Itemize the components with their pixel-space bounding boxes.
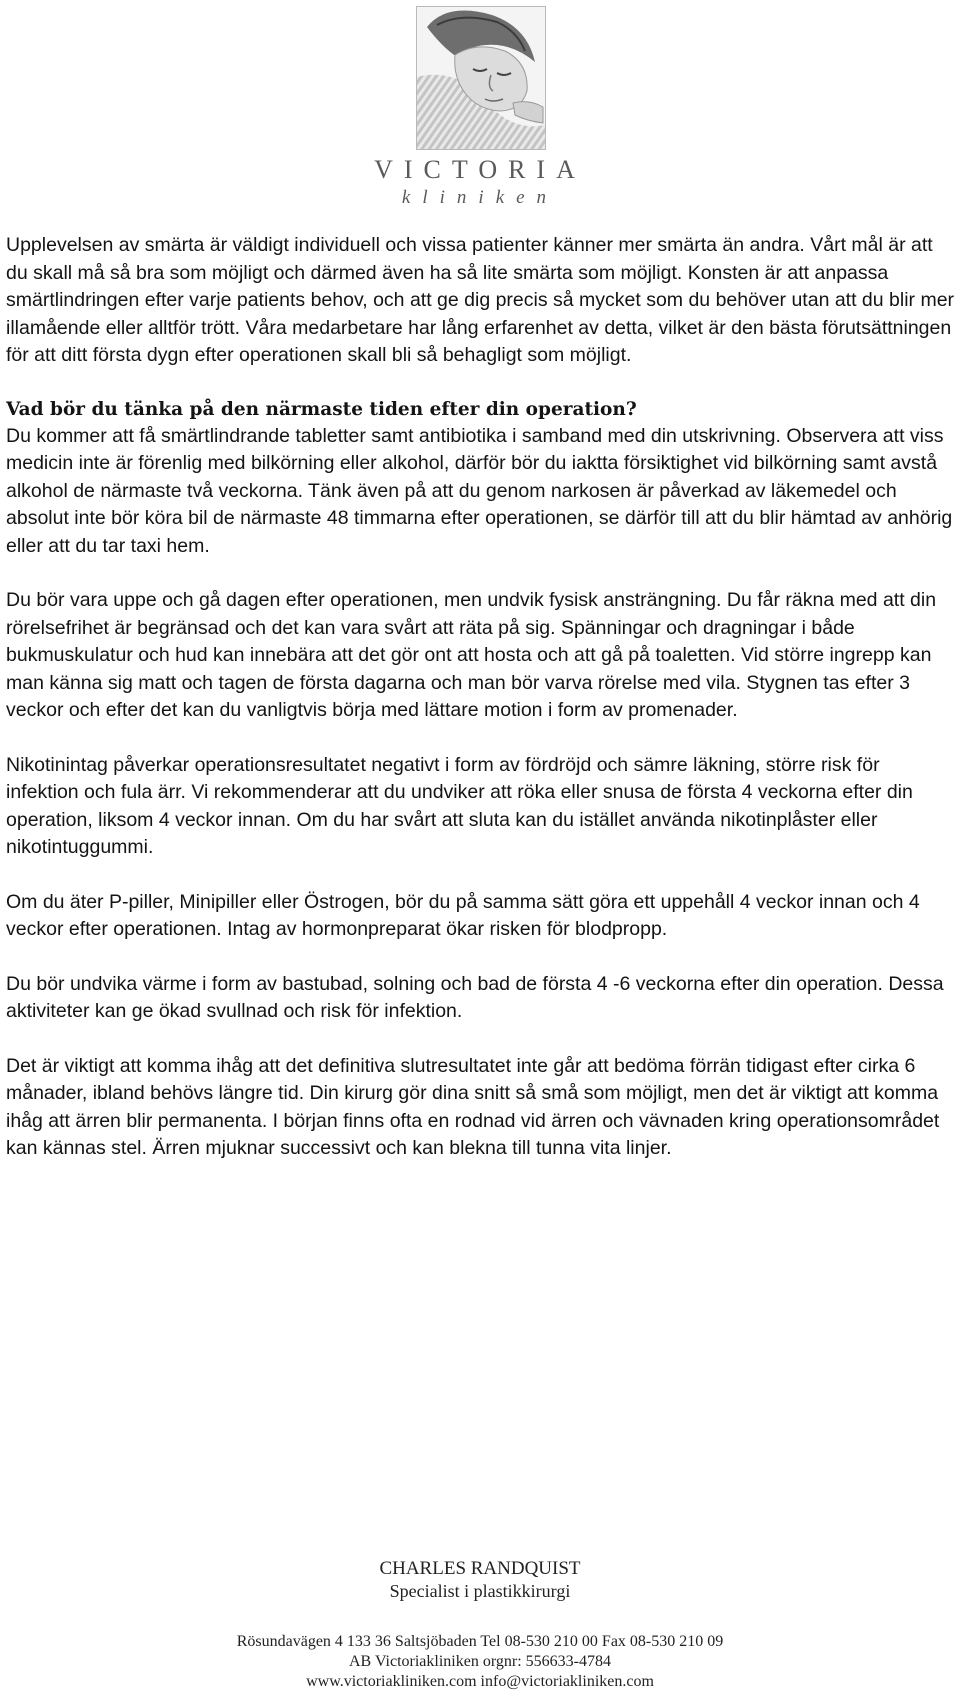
logo-wordmark: VICTORIA xyxy=(374,155,586,184)
paragraph-result: Det är viktigt att komma ihåg att det definitiva slutresultatet inte går att bedöma förrän tidigast efter cirka 6 månader, ibland behövs längre tid. Din kirurg gör dina snitt så små som möjligt, men det är viktigt att komma ihåg att ärren blir permanenta. I början finns ofta en rodnad vid ärren och vävnaden kring operationsområdet kan kännas stel. Ärren mjuknar successivt och kan blekna till tunna vita linjer. xyxy=(6,1054,940,1159)
footer-contact xyxy=(0,1632,960,1692)
paragraph-activity: Du bör vara uppe och gå dagen efter operationen, men undvik fysisk ansträngning. Du får räkna med att din rörelsefrihet är begränsad och det kan vara svårt att räta på sig. Spänningar och dragningar i både bukmuskulatur och hud kan innebära att det gör ont att hosta och att gå på toaletten. Vid större ingrepp kan man känna sig matt och tagen de första dagarna och man bör varva rörelse med vila. Stygnen tas efter 3 veckor och efter det kan du vanligtvis börja med lättare motion i form av promenader. xyxy=(6,589,937,721)
footer-company: AB Victoriakliniken orgnr: 556633-4784 xyxy=(349,1653,611,1670)
paragraph-medication: Du kommer att få smärtlindrande tabletter samt antibiotika i samband med din utskrivning. Observera att viss medicin inte är förenlig med bilkörning eller alkohol, därför bör du iaktta försiktighet vid bilkörning samt avstå alkohol de närmaste två veckorna. Tänk även på att du genom narkosen är påverkad av läkemedel och absolut inte bör köra bil de närmaste 48 timmarna efter operationen, se därför till att du blir hämtad av anhörig eller att du tar taxi hem. xyxy=(6,424,953,557)
section-heading: Vad bör du tänka på den närmaste tiden efter din operation? xyxy=(6,398,637,420)
logo-subline: kliniken xyxy=(401,187,559,208)
logo-image xyxy=(416,6,546,150)
document-body xyxy=(6,232,956,1163)
intro-paragraph: Upplevelsen av smärta är väldigt individuell och vissa patienter känner mer smärta än andra. Vårt mål är att du skall må så bra som möjligt och därmed även ha så lite smärta som möjligt. Konsten är att anpassa smärtlindringen efter varje patients behov, och att ge dig precis så mycket som du behöver utan att du blir mer illamående eller alltför trött. Våra medarbetare har lång erfarenhet av detta, vilket är den bästa förutsättningen för att ditt första dygn efter operationen skall bli så behagligt som möjligt. xyxy=(6,234,955,366)
portrait-illustration xyxy=(417,7,545,149)
paragraph-nicotine: Nikotinintag påverkar operationsresultatet negativt i form av fördröjd och sämre läkning, större risk för infektion och fula ärr. Vi rekommenderar att du undviker att röka eller snusa de första 4 veckorna efter din operation, liksom 4 veckor innan. Om du har svårt att sluta kan du istället använda nikotinplåster eller nikotintuggummi. xyxy=(6,753,913,858)
footer-web-email: www.victoriakliniken.com info@victoriakliniken.com xyxy=(306,1673,654,1690)
paragraph-heat: Du bör undvika värme i form av bastubad, solning och bad de första 4 -6 veckorna efter din operation. Dessa aktiviteter kan ge ökad svullnad och risk för infektion. xyxy=(6,972,944,1022)
doctor-title: Specialist i plastikkirurgi xyxy=(389,1581,571,1601)
paragraph-hormones: Om du äter P-piller, Minipiller eller Östrogen, bör du på samma sätt göra ett uppehåll 4 veckor innan och 4 veckor efter operationen. Intag av hormonpreparat ökar risken för blodpropp. xyxy=(6,890,920,940)
footer-address: Rösundavägen 4 133 36 Saltsjöbaden Tel 08-530 210 00 Fax 08-530 210 09 xyxy=(236,1633,724,1650)
footer-signature xyxy=(0,1558,960,1602)
doctor-name: CHARLES RANDQUIST xyxy=(379,1558,581,1579)
